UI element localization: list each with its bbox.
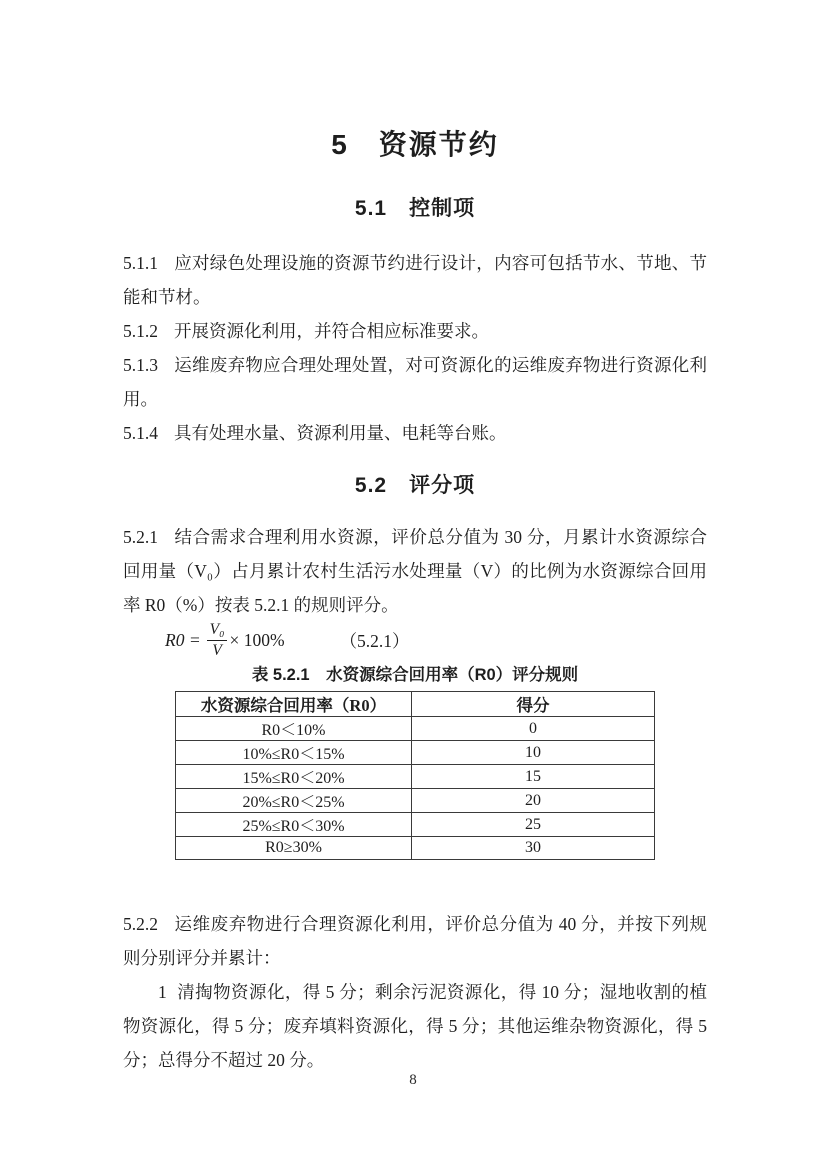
clause-5-1-1-text: 应对绿色处理设施的资源节约进行设计，内容可包括节水、节地、节能和节材。 — [123, 253, 707, 307]
formula-numerator: V₀ — [207, 621, 228, 641]
formula-equation-number: （5.2.1） — [339, 630, 410, 651]
clause-5-1-3-text: 运维废弃物应合理处理处置，对可资源化的运维废弃物进行资源化利用。 — [123, 355, 707, 409]
clause-5-2-2-item-1-number: 1 — [158, 982, 167, 1002]
table-header-row — [176, 692, 655, 717]
table-cell-score: 0 — [412, 717, 655, 741]
clause-5-1-4-text: 具有处理水量、资源利用量、电耗等台账。 — [174, 423, 507, 443]
table-5-2-1-caption: 表 5.2.1 水资源综合回用率（R0）评分规则 — [251, 666, 579, 684]
clause-5-1-3 — [123, 348, 707, 416]
clause-5-2-2-item-1-text: 清掏物资源化，得 5 分；剩余污泥资源化，得 10 分；湿地收割的植物资源化，得 5 分；废弃填料资源化，得 5 分；其他运维杂物资源化，得 5 分；总得分不超过 20 分。 — [123, 982, 707, 1070]
table-row — [176, 837, 655, 860]
clause-5-2-1-text: 结合需求合理利用水资源，评价总分值为 30 分，月累计水资源综合回用量（V₀）占月累计农村生活污水处理量（V）的比例为水资源综合回用率 R0（%）按表 5.2.1 的规则评分。 — [123, 527, 707, 615]
page-number: 8 — [409, 1072, 417, 1088]
table-cell-rate: R0≥30% — [176, 837, 412, 860]
clause-5-1-2 — [123, 314, 707, 348]
clause-5-1-1-number: 5.1.1 — [123, 253, 158, 273]
table-row — [176, 765, 655, 789]
table-cell-score: 10 — [412, 741, 655, 765]
formula-fraction — [207, 621, 228, 660]
table-cell-rate: 25%≤R0＜30% — [176, 813, 412, 837]
table-cell-score: 25 — [412, 813, 655, 837]
clause-5-2-2-item-1 — [123, 975, 707, 1077]
table-cell-score: 20 — [412, 789, 655, 813]
table-row — [176, 789, 655, 813]
formula-multiplier: × 100% — [229, 629, 285, 650]
table-row — [176, 717, 655, 741]
clause-5-1-2-number: 5.1.2 — [123, 321, 158, 341]
clause-5-1-1 — [123, 246, 707, 314]
table-header-score: 得分 — [412, 692, 655, 717]
clause-5-1-3-number: 5.1.3 — [123, 355, 158, 375]
table-cell-rate: 10%≤R0＜15% — [176, 741, 412, 765]
clause-5-1-4-number: 5.1.4 — [123, 423, 158, 443]
section-5-1-heading: 5.1 控制项 — [354, 197, 476, 220]
table-cell-rate: 15%≤R0＜20% — [176, 765, 412, 789]
formula-denominator: V — [212, 641, 222, 659]
table-cell-score: 30 — [412, 837, 655, 860]
table-cell-rate: 20%≤R0＜25% — [176, 789, 412, 813]
table-row — [176, 741, 655, 765]
clause-5-2-2-text: 运维废弃物进行合理资源化利用，评价总分值为 40 分，并按下列规则分别评分并累计： — [123, 914, 707, 968]
chapter-title: 5 资源节约 — [331, 129, 499, 160]
table-cell-rate: R0＜10% — [176, 717, 412, 741]
section-5-2-heading: 5.2 评分项 — [354, 474, 476, 497]
table-cell-score: 15 — [412, 765, 655, 789]
table-header-rate: 水资源综合回用率（R0） — [176, 692, 412, 717]
clause-5-2-2 — [123, 907, 707, 975]
clause-5-2-2-number: 5.2.2 — [123, 914, 158, 934]
table-5-2-1 — [175, 691, 655, 860]
clause-5-1-4 — [123, 416, 707, 450]
formula-lhs: R0 = — [165, 629, 201, 650]
formula-5-2-1 — [123, 618, 707, 662]
table-row — [176, 813, 655, 837]
page-content — [123, 0, 707, 1077]
clause-5-2-1-number: 5.2.1 — [123, 527, 158, 547]
clause-5-1-2-text: 开展资源化利用，并符合相应标准要求。 — [174, 321, 489, 341]
clause-5-2-1 — [123, 520, 707, 622]
